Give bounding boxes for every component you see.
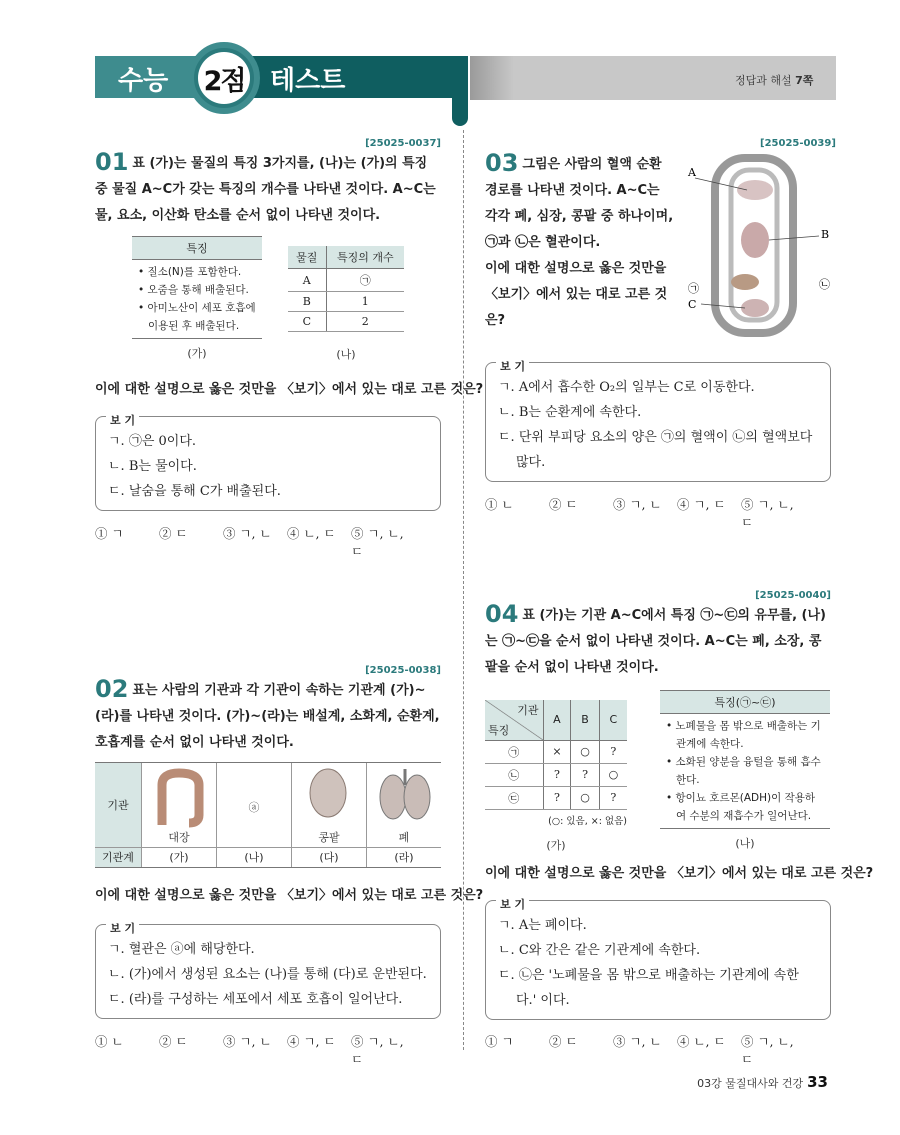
choice-4[interactable]: ④ ㄱ, ㄷ <box>677 497 726 512</box>
choice-5[interactable]: ⑤ ㄱ, ㄴ, ㄷ <box>351 1034 404 1067</box>
large-intestine-image <box>144 765 219 835</box>
choice-1[interactable]: ① ㄴ <box>95 1034 124 1049</box>
answer-reference: 정답과 해설 7쪽 <box>735 74 814 87</box>
label-vessel-2: ㉡ <box>819 278 830 291</box>
answer-choices <box>485 495 805 531</box>
choice-1[interactable]: ① ㄱ <box>95 526 124 541</box>
question-03: 03 그림은 사람의 혈액 순환 경로를 나타낸 것이다. A~C는 각각 폐, 심장, 콩팥 중 하나이며, ㉠과 ㉡은 혈관이다. 이에 대한 설명으로 옳은 것만을 〈보기〉에서 있는 대로 고른 것은? <box>485 149 674 328</box>
choice-1[interactable]: ① ㄴ <box>485 497 514 512</box>
choice-5[interactable]: ⑤ ㄱ, ㄴ, ㄷ <box>741 1034 794 1067</box>
header-drop <box>452 56 468 126</box>
feature-item: • 오줌을 통해 배출된다. <box>138 284 249 296</box>
q01-table-ga: 특징 • 질소(N)를 포함한다. • 오줌을 통해 배출된다. • 아미노산이 세포 호흡에 이용된 후 배출된다. (가) <box>132 236 262 361</box>
q02-organ-table: 기관 대장 ⓐ 콩팥 폐 기관계 (가) (나) (다) (라) <box>95 762 441 868</box>
label-a: A <box>688 166 696 179</box>
bogi-box: 보 기 ㄱ. A에서 흡수한 O₂의 일부는 C로 이동한다. ㄴ. B는 순환계에 속한다. ㄷ. 단위 부피당 요소의 양은 ㉠의 혈액이 ㉡의 혈액보다 많다. <box>485 362 831 482</box>
choice-3[interactable]: ③ ㄱ, ㄴ <box>223 526 272 541</box>
organ-large-intestine: 대장 <box>141 763 216 847</box>
label-b: B <box>821 228 830 241</box>
question-02: [25025-0038] 02 표는 사람의 기관과 각 기관이 속하는 기관계 (가)~(라)를 나타낸 것이다. (가)~(라)는 배설계, 소화계, 순환계, 호흡계를 순서 없이 나타낸 것이다. <box>95 665 441 750</box>
choice-4[interactable]: ④ ㄱ, ㄷ <box>287 1034 336 1049</box>
choice-2[interactable]: ② ㄷ <box>549 497 578 512</box>
choice-1[interactable]: ① ㄱ <box>485 1034 514 1049</box>
question-prompt: 이에 대한 설명으로 옳은 것만을 〈보기〉에서 있는 대로 고른 것은? <box>485 866 874 881</box>
label-c: C <box>688 298 697 311</box>
feature-item: • 질소(N)를 포함한다. <box>138 266 242 278</box>
bogi-box: 보 기 ㄱ. A는 폐이다. ㄴ. C와 간은 같은 기관계에 속한다. ㄷ. ㉡은 '노폐물을 몸 밖으로 배출하는 기관계에 속한다.' 이다. <box>485 900 831 1020</box>
question-prompt: 이에 대한 설명으로 옳은 것만을 〈보기〉에서 있는 대로 고른 것은? <box>95 382 484 397</box>
answer-choices <box>485 1032 805 1068</box>
question-text: 01 표 (가)는 물질의 특징 3가지를, (나)는 (가)의 특징 중 물질 A~C가 갖는 특징의 개수를 나타낸 것이다. A~C는 물, 요소, 이산화 탄소를 순서 없이 나타낸 것이다. <box>95 148 436 223</box>
q04-table-na: 특징(㉠~㉢) • 노폐물을 몸 밖으로 배출하는 기관계에 속한다. • 소화된 양분을 융털을 통해 흡수한다. • 항이뇨 호르몬(ADH)이 작용하여 수분의 재흡수가 일어난다. (나) <box>660 690 830 851</box>
lung-image <box>367 765 442 835</box>
header-prefix: 수능 <box>118 66 169 96</box>
bogi-box: 보 기 ㄱ. ㉠은 0이다. ㄴ. B는 물이다. ㄷ. 날숨을 통해 C가 배출된다. <box>95 416 441 511</box>
feature-item: • 아미노산이 세포 호흡에 이용된 후 배출된다. <box>138 302 256 332</box>
choice-2[interactable]: ② ㄷ <box>159 526 188 541</box>
choice-4[interactable]: ④ ㄴ, ㄷ <box>677 1034 726 1049</box>
label-vessel-1: ㉠ <box>688 282 699 295</box>
question-01 <box>95 138 441 229</box>
choice-3[interactable]: ③ ㄱ, ㄴ <box>613 497 662 512</box>
choice-3[interactable]: ③ ㄱ, ㄴ <box>613 1034 662 1049</box>
answer-choices <box>95 524 415 560</box>
choice-2[interactable]: ② ㄷ <box>549 1034 578 1049</box>
header-suffix: 테스트 <box>270 66 346 96</box>
bogi-box: 보 기 ㄱ. 혈관은 ⓐ에 해당한다. ㄴ. (가)에서 생성된 요소는 (나)를 통해 (다)로 운반된다. ㄷ. (라)를 구성하는 세포에서 세포 호흡이 일어난다. <box>95 924 441 1019</box>
header-badge: 2점 <box>188 42 260 114</box>
kidney-image <box>292 765 367 835</box>
organ-kidney: 콩팥 <box>291 763 366 847</box>
answer-choices <box>95 1032 415 1068</box>
question-code: [25025-0037] <box>365 138 441 149</box>
q01-table-na: 물질 특징의 개수 A ㉠ B 1 C 2 (나) <box>288 246 404 362</box>
choice-5[interactable]: ⑤ ㄱ, ㄴ, ㄷ <box>351 526 404 559</box>
page-footer: 03강 물질대사와 건강 33 <box>697 1073 828 1091</box>
choice-5[interactable]: ⑤ ㄱ, ㄴ, ㄷ <box>741 497 794 530</box>
q04-table-ga: 기관 특징 A B C ㉠ × ○ ? ㉡ ? ? ○ ㉢ ? ○ ? (○: 있음, ×: 없음) (가) <box>485 700 627 853</box>
choice-3[interactable]: ③ ㄱ, ㄴ <box>223 1034 272 1049</box>
question-04: [25025-0040] 04 표 (가)는 기관 A~C에서 특징 ㉠~㉢의 유무를, (나)는 ㉠~㉢을 순서 없이 나타낸 것이다. A~C는 폐, 소장, 콩팥을 순서 없이 나타낸 것이다. <box>485 590 831 675</box>
column-divider <box>463 130 464 1050</box>
circulation-diagram <box>683 150 833 340</box>
question-prompt: 이에 대한 설명으로 옳은 것만을 〈보기〉에서 있는 대로 고른 것은? <box>95 888 484 903</box>
choice-2[interactable]: ② ㄷ <box>159 1034 188 1049</box>
organ-lung: 폐 <box>366 763 441 847</box>
choice-4[interactable]: ④ ㄴ, ㄷ <box>287 526 336 541</box>
